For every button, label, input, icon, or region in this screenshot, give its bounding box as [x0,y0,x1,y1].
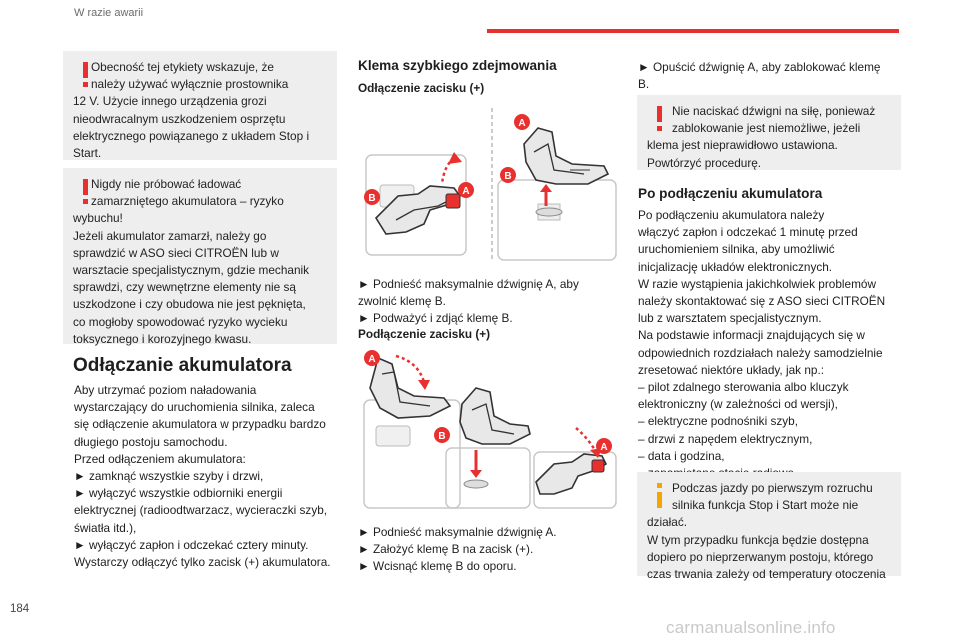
step-line: zwolnić klemę B. [358,294,446,309]
warning1-line: elektrycznego powiązanego z układem Stop i [73,128,310,143]
step-lock-lever [638,59,880,93]
step-line: ► Opuścić dźwignię A, aby zablokować klemę [638,60,881,74]
warning3-line: klema jest nieprawidłowo ustawiona. [647,138,838,153]
info-line: czas trwania zależy od temperatury otoczenia [647,567,886,582]
body-line: lub z warsztatem specjalistycznym. [638,311,822,326]
warning2-line: toksycznego i korozyjnego kwasu. [73,331,252,346]
warning1-line: nieodwracalnym uszkodzeniem osprzętu [73,111,286,126]
warning2-line: sprawdzić w ASO sieci CITROËN lub w [73,245,279,260]
warning3-line: Nie naciskać dźwigni na siłę, ponieważ [672,104,876,118]
body-line: Po podłączeniu akumulatora należy [638,208,825,222]
section-heading-quick-clamp: Klema szybkiego zdejmowania [358,58,557,73]
label-b: B [438,431,446,442]
section-heading-disconnect: Odłączanie akumulatora [73,355,292,376]
after-connect-body [638,207,885,482]
warning2-line: warsztacie specjalistycznym, gdzie mechanik [73,263,310,278]
body-line: ► wyłączyć zapłon i odczekać cztery minuty. [74,537,309,552]
warning1-line: Start. [73,146,102,161]
info-line: W tym przypadku funkcja będzie dostępna [647,532,869,547]
body-line: włączyć zapłon i odczekać 1 minutę przed [638,225,858,240]
body-line: odpowiednich rozdziałach należy samodzielnie [638,345,883,360]
warning1-line: 12 V. Użycie innego urządzenia grozi [73,94,267,109]
body-line: światła itd.), [74,520,137,535]
info-icon [651,481,669,511]
step-line: ► Wcisnąć klemę B do oporu. [358,559,517,574]
warning2-line: Nigdy nie próbować ładować [91,177,242,191]
step-line: ► Założyć klemę B na zacisk (+). [358,542,534,557]
steps-disconnect [358,276,579,328]
running-header: W razie awarii [74,7,144,19]
warning2-line: sprawdzi, czy wewnętrzne elementy nie są [73,280,296,295]
disconnect-body [74,382,331,571]
label-b: B [504,171,512,182]
step-line: ► Podnieść maksymalnie dźwignię A. [358,525,557,539]
body-line: Wystarczy odłączyć tylko zacisk (+) akumulatora. [74,555,331,570]
body-line: uruchomieniem silnika, aby umożliwić [638,242,835,257]
warning3-line: zablokowanie jest niemożliwe, jeżeli [672,121,861,136]
info-line: dopiero po nieprzerwanym postoju, którego [647,549,874,564]
info-line: silnika funkcja Stop i Start może nie [672,498,859,513]
warning2-line: co mogłoby spowodować ryzyko wycieku [73,314,288,329]
body-line: – drzwi z napędem elektrycznym, [638,431,813,446]
label-a: A [600,442,608,453]
body-line: Aby utrzymać poziom naładowania [74,383,257,397]
header-accent-bar [487,29,899,33]
body-line: inicjalizację układów elektronicznych. [638,259,833,274]
subheading-disconnect-clamp: Odłączenie zacisku (+) [358,81,485,95]
body-line: W razie wystąpienia jakichkolwiek problemów [638,276,876,291]
step-line: B. [638,77,650,92]
body-line: elektrycznej (radioodtwarzacz, wycieraczki szyb, [74,503,328,518]
body-line: ► wyłączyć wszystkie odbiorniki energii [74,486,283,501]
body-line: Na podstawie informacji znajdujących się w [638,328,865,343]
warning2-line: Jeżeli akumulator zamarzł, należy go [73,228,267,243]
figure-disconnect-clamp [358,100,620,268]
warning2-line: uszkodzone i czy obudowa nie jest pęknięta, [73,297,306,312]
exclamation-icon [77,177,95,207]
info-box-stop-start [637,472,901,582]
subheading-connect-clamp: Podłączenie zacisku (+) [358,327,491,341]
warning-box-lever [637,95,901,170]
label-a: A [368,354,376,365]
body-line: się odłączenie akumulatora w przypadku bardzo [74,417,326,432]
body-line: zresetować niektóre układy, jak np.: [638,362,825,377]
warning-box-frozen [63,168,337,344]
steps-connect [358,524,557,576]
body-line: wystarczający do uruchomienia silnika, zaleca [74,400,315,415]
section-heading-after-connect: Po podłączeniu akumulatora [638,186,823,201]
body-line: Przed odłączeniem akumulatora: [74,451,246,466]
figure-connect-clamp [358,348,620,516]
warning1-line: Obecność tej etykiety wskazuje, że [91,60,274,74]
warning-box-charger [63,51,337,160]
body-line: – elektryczne podnośniki szyb, [638,414,798,429]
body-line: ► zamknąć wszystkie szyby i drzwi, [74,469,264,484]
body-line: – pilot zdalnego sterowania albo kluczyk [638,380,849,395]
body-line: należy skontaktować się z ASO sieci CITROËN [638,294,886,309]
page-number: 184 [10,603,30,615]
watermark: carmanualsonline.info [666,618,836,637]
warning3-line: Powtórzyć procedurę. [647,155,762,170]
info-line: działać. [647,515,687,530]
step-line: ► Podnieść maksymalnie dźwignię A, aby [358,277,579,291]
exclamation-icon [651,104,669,134]
body-line: długiego postoju samochodu. [74,434,228,449]
warning2-line: wybuchu! [73,211,123,226]
warning2-line: zamarzniętego akumulatora – ryzyko [91,194,284,209]
warning1-line: należy używać wyłącznie prostownika [91,77,289,92]
label-b: B [368,193,376,204]
body-line: – data i godzina, [638,448,725,463]
label-a: A [462,186,470,197]
info-line: Podczas jazdy po pierwszym rozruchu [672,481,873,495]
exclamation-icon [77,60,95,90]
body-line: elektroniczny (w zależności od wersji), [638,397,838,412]
label-a: A [518,118,526,129]
step-line: ► Podważyć i zdjąć klemę B. [358,311,513,326]
